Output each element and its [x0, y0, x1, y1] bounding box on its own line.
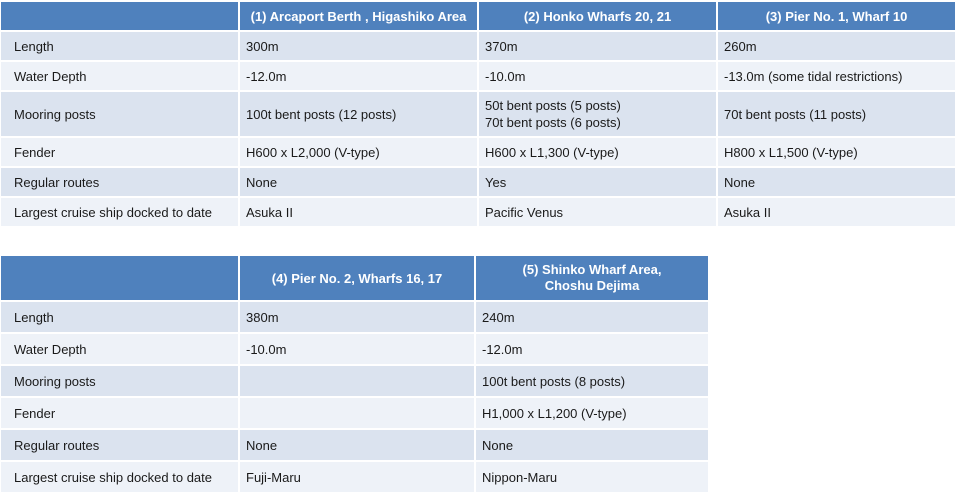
table-cell: -10.0m	[479, 62, 718, 92]
table-cell: 100t bent posts (8 posts)	[476, 366, 710, 398]
table-cell: 240m	[476, 302, 710, 334]
table-cell: -13.0m (some tidal restrictions)	[718, 62, 957, 92]
berth-spec-table-2	[1, 256, 710, 494]
table-cell: -12.0m	[240, 62, 479, 92]
row-label: Regular routes	[1, 168, 240, 198]
table-cell: Pacific Venus	[479, 198, 718, 228]
table-row	[1, 92, 957, 138]
header-berth-3: (3) Pier No. 1, Wharf 10	[718, 2, 957, 32]
table-cell	[240, 398, 476, 430]
row-label: Water Depth	[1, 334, 240, 366]
table-cell: H600 x L1,300 (V-type)	[479, 138, 718, 168]
table-row	[1, 366, 710, 398]
table-row	[1, 430, 710, 462]
header-corner	[1, 256, 240, 302]
table-cell	[240, 366, 476, 398]
row-label: Length	[1, 302, 240, 334]
table-cell: Asuka II	[718, 198, 957, 228]
table-row	[1, 198, 957, 228]
table-cell: 370m	[479, 32, 718, 62]
header-berth-1: (1) Arcaport Berth , Higashiko Area	[240, 2, 479, 32]
table-cell: H800 x L1,500 (V-type)	[718, 138, 957, 168]
table-cell: 260m	[718, 32, 957, 62]
header-berth-4: (4) Pier No. 2, Wharfs 16, 17	[240, 256, 476, 302]
table-cell: -10.0m	[240, 334, 476, 366]
table-cell: 50t bent posts (5 posts) 70t bent posts (6 posts)	[479, 92, 718, 138]
table-row	[1, 462, 710, 494]
table-cell: 300m	[240, 32, 479, 62]
table-cell: -12.0m	[476, 334, 710, 366]
row-label: Water Depth	[1, 62, 240, 92]
table-cell: None	[718, 168, 957, 198]
table-row	[1, 32, 957, 62]
table-cell: 100t bent posts (12 posts)	[240, 92, 479, 138]
table-cell: H600 x L2,000 (V-type)	[240, 138, 479, 168]
table-cell: 70t bent posts (11 posts)	[718, 92, 957, 138]
table-row	[1, 334, 710, 366]
table-header-row	[1, 256, 710, 302]
row-label: Fender	[1, 138, 240, 168]
table-cell: Nippon-Maru	[476, 462, 710, 494]
table-cell: None	[476, 430, 710, 462]
table-row	[1, 62, 957, 92]
table-cell: Fuji-Maru	[240, 462, 476, 494]
row-label: Largest cruise ship docked to date	[1, 198, 240, 228]
table-header-row	[1, 2, 957, 32]
table-row	[1, 398, 710, 430]
table-cell: None	[240, 168, 479, 198]
table-row	[1, 302, 710, 334]
table-cell: 380m	[240, 302, 476, 334]
table-row	[1, 138, 957, 168]
table-cell: Asuka II	[240, 198, 479, 228]
row-label: Length	[1, 32, 240, 62]
table-cell: H1,000 x L1,200 (V-type)	[476, 398, 710, 430]
row-label: Largest cruise ship docked to date	[1, 462, 240, 494]
header-berth-2: (2) Honko Wharfs 20, 21	[479, 2, 718, 32]
header-berth-5: (5) Shinko Wharf Area, Choshu Dejima	[476, 256, 710, 302]
header-corner	[1, 2, 240, 32]
table-row	[1, 168, 957, 198]
table-cell: Yes	[479, 168, 718, 198]
row-label: Mooring posts	[1, 92, 240, 138]
berth-spec-table-1	[1, 2, 957, 228]
table-cell: None	[240, 430, 476, 462]
row-label: Regular routes	[1, 430, 240, 462]
row-label: Fender	[1, 398, 240, 430]
row-label: Mooring posts	[1, 366, 240, 398]
